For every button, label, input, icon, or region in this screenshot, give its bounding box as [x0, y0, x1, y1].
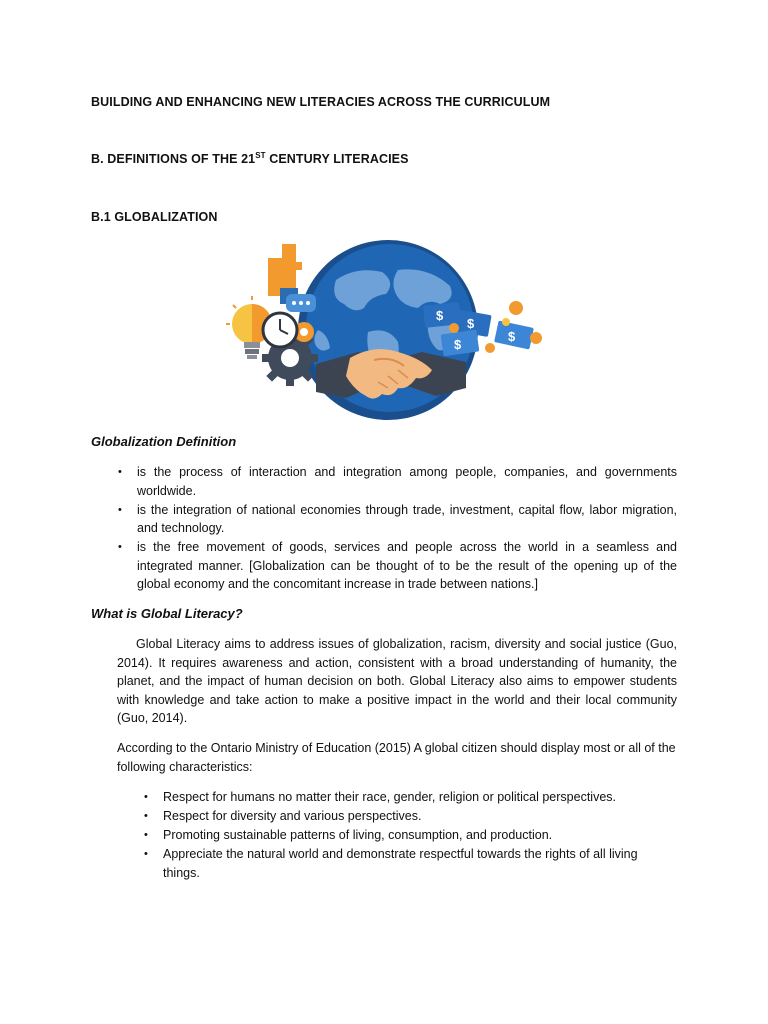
- bullet-icon: •: [144, 810, 148, 822]
- dollar-sign: $: [508, 329, 516, 344]
- characteristics-list: [144, 788, 663, 883]
- bullet-icon: •: [144, 829, 148, 841]
- section-b-prefix: B. DEFINITIONS OF THE 21: [91, 152, 256, 166]
- list-item: [118, 501, 677, 538]
- bullet-icon: •: [118, 503, 122, 516]
- speech-bubble-icon: [286, 294, 316, 312]
- list-item: [144, 845, 663, 882]
- list-item: [118, 538, 677, 594]
- bullet-icon: •: [144, 791, 148, 803]
- dollar-sign: $: [436, 308, 444, 323]
- section-b-heading: [91, 152, 409, 166]
- characteristic-text: Appreciate the natural world and demonstrate respectful towards the rights of all living things.: [163, 847, 638, 880]
- dollar-sign: $: [467, 316, 475, 331]
- definition-item-text: is the process of interaction and integration among people, companies, and governments worldwide.: [137, 465, 677, 498]
- definition-item-text: is the free movement of goods, services and people across the world in a seamless and integrated manner. [Globalization can be thought of to be the result of the opening up of the global economy and the concomitant increase in trade between nations.]: [137, 540, 677, 591]
- definition-item-text: is the integration of national economies through trade, investment, capital flow, labor migration, and technology.: [137, 502, 677, 535]
- section-b-superscript: ST: [255, 150, 266, 160]
- characteristic-text: Respect for humans no matter their race, gender, religion or political perspectives.: [163, 790, 617, 804]
- section-b-suffix: CENTURY LITERACIES: [265, 152, 409, 166]
- section-b1-heading: B.1 GLOBALIZATION: [91, 210, 218, 224]
- characteristic-text: Promoting sustainable patterns of living, consumption, and production.: [163, 828, 553, 842]
- globalization-illustration: [218, 240, 548, 422]
- list-item: [144, 807, 663, 826]
- ontario-intro-paragraph: According to the Ontario Ministry of Education (2015) A global citizen should display most or all of the following characteristics:: [117, 741, 676, 774]
- bullet-icon: •: [118, 541, 122, 553]
- globalization-definition-heading: Globalization Definition: [91, 434, 237, 449]
- global-literacy-heading: What is Global Literacy?: [91, 606, 243, 621]
- list-item: [144, 826, 663, 845]
- bullet-icon: •: [118, 466, 122, 478]
- characteristic-text: Respect for diversity and various perspectives.: [163, 809, 422, 823]
- list-item: [144, 788, 663, 807]
- document-title: BUILDING AND ENHANCING NEW LITERACIES ACROSS THE CURRICULUM: [91, 95, 551, 109]
- dollar-sign: $: [454, 337, 462, 352]
- bullet-icon: •: [144, 848, 148, 860]
- list-item: [118, 463, 677, 500]
- global-literacy-paragraph: Global Literacy aims to address issues of globalization, racism, diversity and social justice (Guo, 2014). It requires awareness and action, consistent with a broad understanding of humanity, the planet, and the impact of human decision on both. Global Literacy also aims to empower students with knowledge and take action to make a positive impact in the world and their local community (Guo, 2014).: [117, 637, 677, 725]
- clock-icon: [263, 313, 297, 347]
- definition-list: [118, 463, 677, 594]
